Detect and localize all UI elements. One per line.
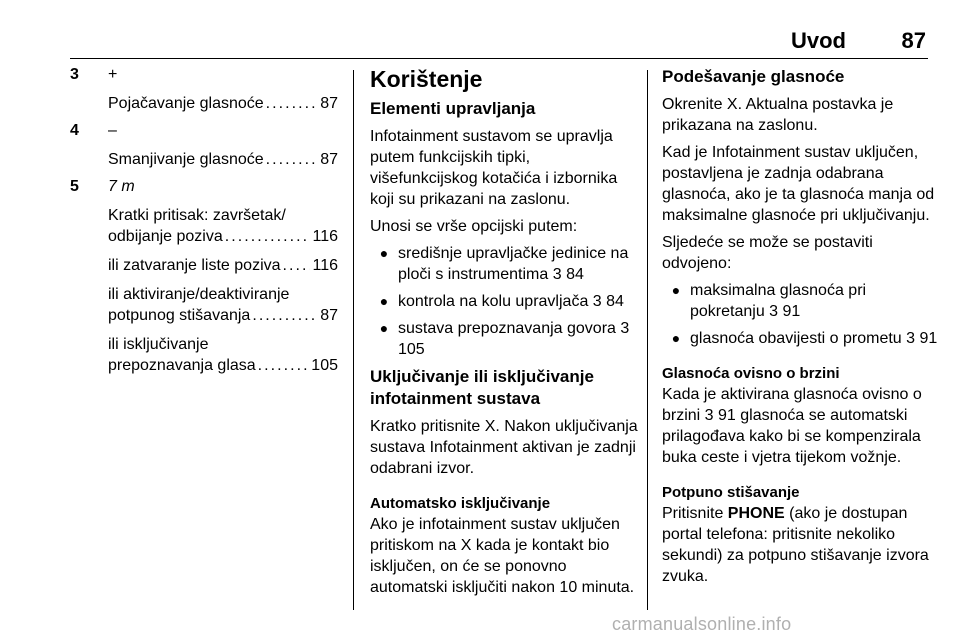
minus-icon: – — [108, 122, 117, 139]
entry-page: 87 — [320, 95, 338, 112]
entry-page: 87 — [320, 151, 338, 168]
entry-text: potpunog stišavanja — [108, 307, 251, 324]
item-number: 4 — [70, 122, 79, 139]
entry-pre: ili aktiviranje/deaktiviranje — [108, 286, 290, 303]
bullet-item: ● kontrola na kolu upravljača 3 84 — [379, 293, 624, 310]
entry-pre: Kratki pritisak: završetak/ — [108, 207, 286, 224]
paragraph: Sljedeće se može se postaviti odvojeno: — [662, 234, 873, 272]
subheading-mute: Potpuno stišavanje — [662, 484, 800, 501]
list-item — [70, 64, 338, 114]
entry-text: Smanjivanje glasnoće — [108, 151, 264, 168]
entry-page: 116 — [312, 228, 338, 245]
column-controls-list — [70, 58, 338, 376]
page-header — [70, 18, 928, 59]
index-entry — [108, 284, 338, 326]
entry-text: prepoznavanja glasa — [108, 357, 256, 374]
paragraph: Kada je aktivirana glasnoća ovisno o brzini 3 91 glasnoća se automatski prilagođava kako bi se kompenzirala buka ceste i vjetra tijekom vožnje. — [662, 386, 922, 466]
subheading-power: Uključivanje ili isključivanje infotainment sustava — [370, 367, 594, 408]
item-number: 5 — [70, 178, 79, 195]
paragraph: Ako je infotainment sustav uključen pritiskom na X kada je kontakt bio isključen, on će se ponovno automatski isključiti nakon 10 minuta. — [370, 516, 635, 596]
index-entry — [108, 205, 338, 247]
entry-pre: ili isključivanje — [108, 336, 209, 353]
list-item — [70, 176, 338, 376]
subheading-speed-volume: Glasnoća ovisno o brzini — [662, 365, 840, 382]
section-title: Uvod — [791, 28, 846, 53]
entry-text: Pojačavanje glasnoće — [108, 95, 264, 112]
entry-page: 87 — [320, 307, 338, 324]
bullet-item: ● glasnoća obavijesti o prometu 3 91 — [671, 330, 938, 347]
bullet-item: ● sustava prepoznavanja govora 3 105 — [379, 320, 630, 358]
entry-page: 105 — [311, 357, 338, 374]
heading-volume: Podešavanje glasnoće — [662, 67, 845, 86]
paragraph: Kratko pritisnite X. Nakon uključivanja sustava Infotainment aktivan je zadnji odabrani izvor. — [370, 418, 638, 477]
heading-usage: Korištenje — [370, 66, 483, 92]
bullet-item: ● maksimalna glasnoća pri pokretanju 3 91 — [671, 282, 867, 320]
column-divider — [647, 70, 648, 610]
index-entry — [108, 149, 338, 170]
page-number: 87 — [901, 28, 926, 53]
paragraph: Pritisnite PHONE (ako je dostupan portal telefona: pritisnite nekoliko sekundi) za potpuno stišavanje izvora zvuka. — [662, 505, 929, 585]
column-usage — [370, 58, 638, 604]
bullet-item: ● središnje upravljačke jedinice na ploči s instrumentima 3 84 — [379, 245, 629, 283]
paragraph: Kad je Infotainment sustav uključen, postavljena je zadnja odabrana glasnoća, ako je ta glasnoća manja od maksimalne glasnoće pri uključivanju. — [662, 144, 935, 224]
index-entry — [108, 334, 338, 376]
plus-icon: + — [108, 66, 118, 83]
watermark: carmanualsonline.info — [612, 614, 792, 634]
index-entry — [108, 255, 338, 276]
column-volume — [662, 58, 942, 593]
phone-mute-icon: 7 m — [108, 178, 135, 195]
item-number: 3 — [70, 66, 79, 83]
paragraph: Okrenite X. Aktualna postavka je prikazana na zaslonu. — [662, 96, 894, 134]
subheading-controls: Elementi upravljanja — [370, 99, 536, 118]
phone-button-label: PHONE — [727, 505, 785, 522]
entry-text: odbijanje poziva — [108, 228, 223, 245]
column-divider — [353, 70, 354, 610]
paragraph: Unosi se vrše opcijski putem: — [370, 218, 578, 235]
paragraph: Infotainment sustavom se upravlja putem funkcijskih tipki, višefunkcijskog kotačića i izbornika koji su prikazani na zaslonu. — [370, 128, 618, 208]
entry-page: 116 — [312, 257, 338, 274]
index-entry — [108, 93, 338, 114]
entry-text: ili zatvaranje liste poziva — [108, 257, 281, 274]
list-item — [70, 120, 338, 170]
subheading-auto-off: Automatsko isključivanje — [370, 495, 551, 512]
